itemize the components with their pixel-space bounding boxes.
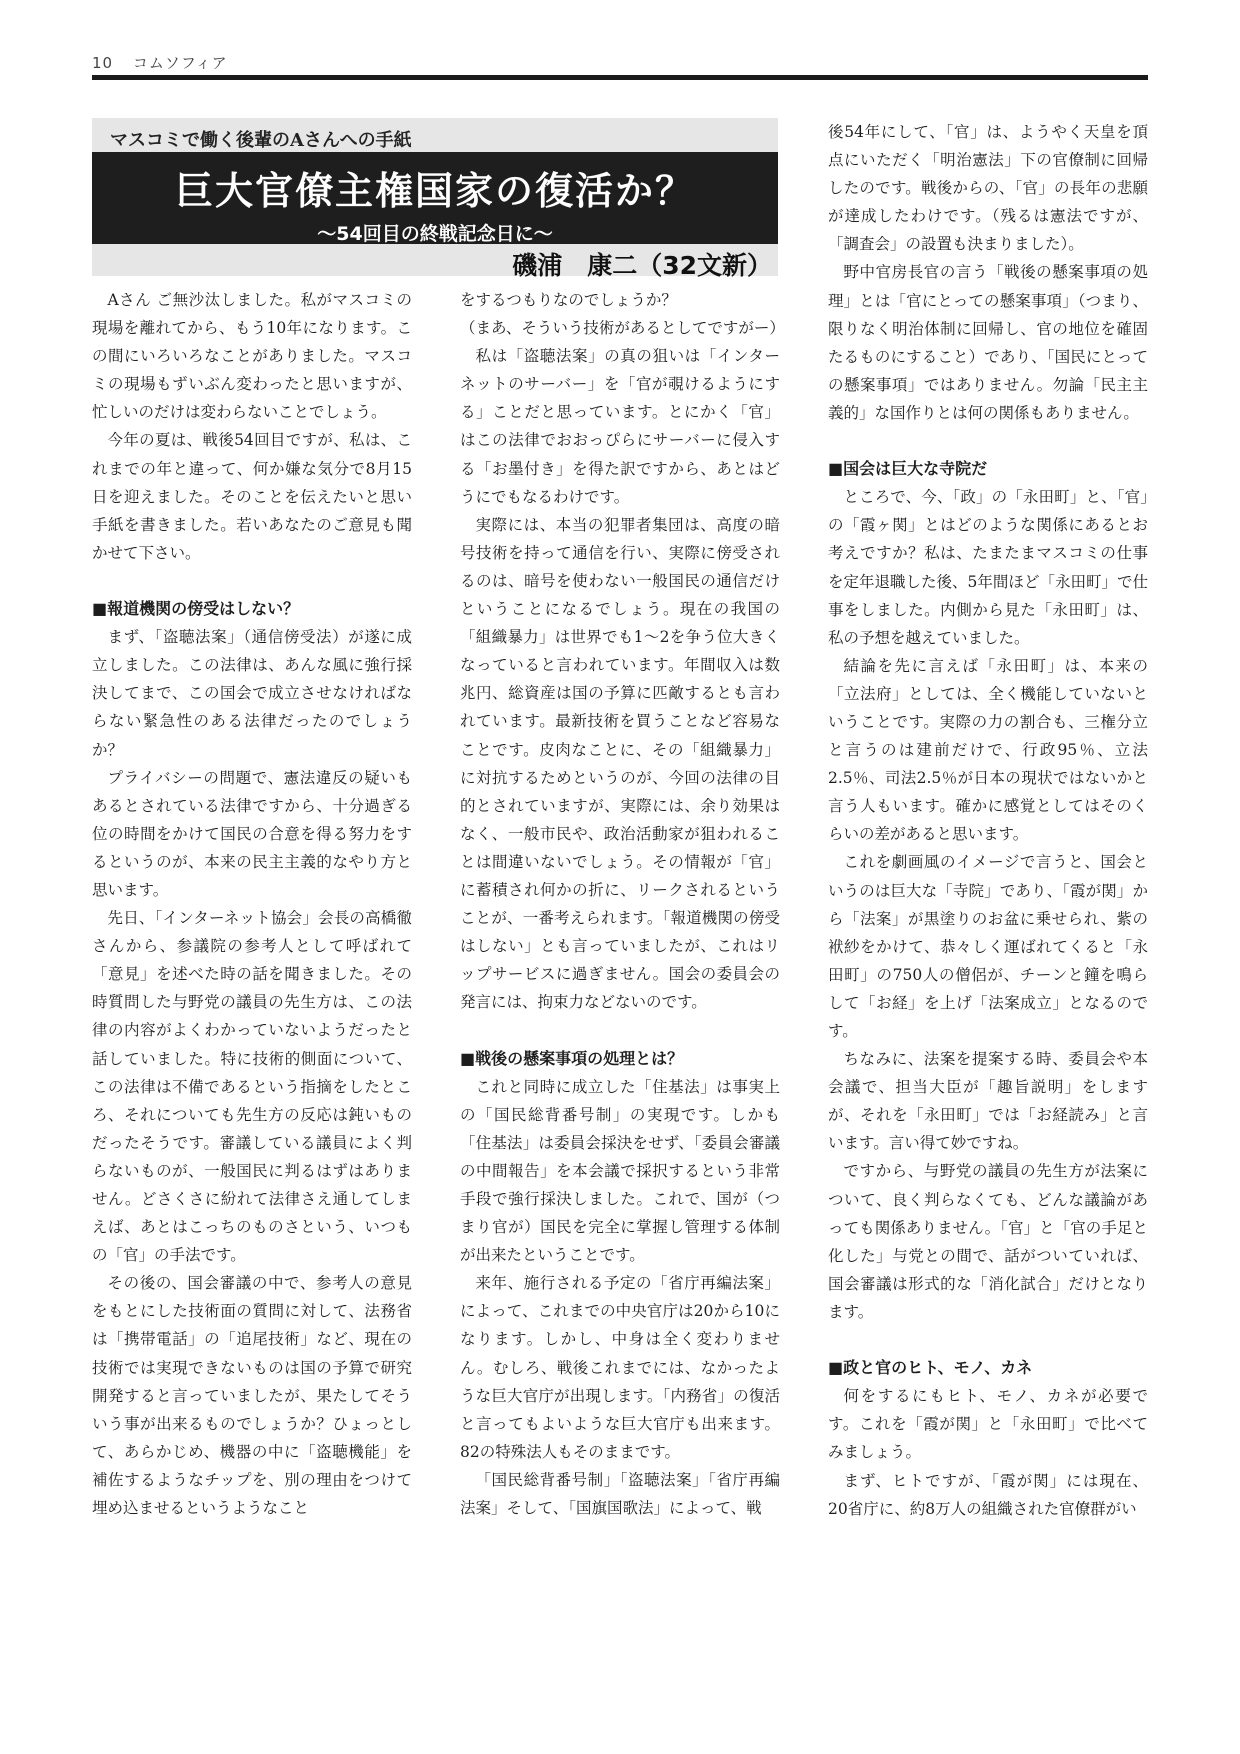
article-subtitle: ～54回目の終戦記念日に～ xyxy=(317,223,553,245)
column-2 xyxy=(460,286,785,1522)
section-heading: ■戦後の懸案事項の処理とは？ xyxy=(460,1048,684,1068)
paragraph: 今年の夏は、戦後54回目ですが、私は、これまでの年と違って、何か嫌な気分で8月15日を迎えました。そのことを伝えたいと思い手紙を書きました。若いあなたのご意見も聞かせて下さい。 xyxy=(92,431,412,562)
magazine-name: コムソフィア xyxy=(132,54,228,72)
article-title-box xyxy=(92,118,778,280)
article-byline: 磯浦 康二（32文新） xyxy=(512,251,772,280)
paragraph: これと同時に成立した「住基法」は事実上の「国民総背番号制」の実現です。しかも「住基法」は委員会採決をせず、「委員会審議の中間報告」を本会議で採択するという非常手段で強行採決しました。これで、国が（つまり官が）国民を完全に掌握し管理する体制が出来たということです。 xyxy=(460,1077,780,1265)
paragraph: （まあ、そういう技術があるとしてですがー） xyxy=(460,319,785,338)
paragraph: 野中官房長官の言う「戦後の懸案事項の処理」とは「官にとっての懸案事項」（つまり、限りなく明治体制に回帰し、官の地位を確固たるものにすること）であり、「国民にとっての懸案事項」ではありません。勿論「民主主義的」な国作りとは何の関係もありません。 xyxy=(828,263,1148,422)
column-1 xyxy=(92,286,412,1522)
section-heading: ■国会は巨大な寺院だ xyxy=(828,459,988,479)
paragraph: 結論を先に言えば「永田町」は、本来の「立法府」としては、全く機能していないということです。実際の力の割合も、三権分立と言うのは建前だけで、行政95％、立法2.5％、司法2.5％が日本の現状ではないかと言う人もいます。確かに感覚としてはそのくらいの差があると思います。 xyxy=(828,656,1148,844)
page-header xyxy=(92,52,228,73)
article-kicker: マスコミで働く後輩のAさんへの手紙 xyxy=(110,130,412,151)
paragraph: その後の、国会審議の中で、参考人の意見をもとにした技術面の質問に対して、法務省は「携帯電話」の「追尾技術」など、現在の技術では実現できないものは国の予算で研究開発すると言っていましたが、果たしてそういう事が出来るものでしょうか？ひょっとして、あらかじめ、機器の中に「盗聴機能」を補佐するようなチップを、別の理由をつけて埋め込ませるというようなこと xyxy=(92,1274,412,1518)
paragraph: 何をするにもヒト、モノ、カネが必要です。これを「霞が関」と「永田町」で比べてみましょう。 xyxy=(828,1387,1148,1462)
paragraph: 「国民総背番号制」「盗聴法案」「省庁再編法案」そして、「国旗国歌法」によって、戦 xyxy=(460,1470,780,1518)
section-heading: ■政と官のヒト、モノ、カネ xyxy=(828,1358,1033,1378)
paragraph: これを劇画風のイメージで言うと、国会というのは巨大な「寺院」であり、「霞が関」から「法案」が黒塗りのお盆に乗せられ、紫の袱紗をかけて、恭々しく運ばれてくると「永田町」の750人の僧侶が、チーンと鐘を鳴らして「お経」を上げ「法案成立」となるのです。 xyxy=(828,853,1148,1040)
paragraph: プライバシーの問題で、憲法違反の疑いもあるとされている法律ですから、十分過ぎる位の時間をかけて国民の合意を得る努力をするというのが、本来の民主主義的なやり方と思います。 xyxy=(92,768,412,899)
paragraph: まず、「盗聴法案」（通信傍受法）が遂に成立しました。この法律は、あんな風に強行採決してまで、この国会で成立させなければならない緊急性のある法律だったのでしょうか？ xyxy=(92,628,412,759)
paragraph: 先日、「インターネット協会」会長の高橋徹さんから、参議院の参考人として呼ばれて「意見」を述べた時の話を聞きました。その時質問した与野党の議員の先生方は、この法律の内容がよくわかっていないようだったと話していました。特に技術的側面について、この法律は不備であるという指摘をしたところ、それについても先生方の反応は鈍いものだったそうです。審議している議員によく判らないものが、一般国民に判るはずはありません。どさくさに紛れて法律さえ通してしまえば、あとはこっちのものさという、いつもの「官」の手法です。 xyxy=(92,909,412,1265)
title-band xyxy=(92,152,778,244)
section-heading: ■報道機関の傍受はしない？ xyxy=(92,599,300,619)
paragraph: 私は「盗聴法案」の真の狙いは「インターネットのサーバー」を「官が覗けるようにする」ことだと思っています。とにかく「官」はこの法律でおおっぴらにサーバーに侵入する「お墨付き」を得た訳ですから、あとはどうにでもなるわけです。 xyxy=(460,347,780,506)
paragraph: ですから、与野党の議員の先生方が法案について、良く判らなくても、どんな議論があっても関係ありません。「官」と「官の手足と化した」与党との間で、話がついていれば、国会審議は形式的な「消化試合」だけとなります。 xyxy=(828,1162,1148,1321)
paragraph: 来年、施行される予定の「省庁再編法案」によって、これまでの中央官庁は20から10になります。しかし、中身は全く変わりません。むしろ、戦後これまでには、なかったような巨大官庁が出現します。「内務省」の復活と言ってもよいような巨大官庁も出来ます。82の特殊法人もそのままです。 xyxy=(460,1274,780,1461)
paragraph: をするつもりなのでしょうか？ xyxy=(460,291,677,309)
paragraph: Aさん ご無沙汰しました。私がマスコミの現場を離れてから、もう10年になります。この間にいろいろなことがありました。マスコミの現場もずいぶん変わったと思いますが、忙しいのだけは変わらないことでしょう。 xyxy=(92,291,412,422)
column-3 xyxy=(828,118,1148,1523)
paragraph: ところで、今、「政」の「永田町」と、「官」の「霞ヶ関」とはどのような関係にあるとお考えですか？私は、たまたまマスコミの仕事を定年退職した後、5年間ほど「永田町」で仕事をしました。内側から見た「永田町」は、私の予想を越えていました。 xyxy=(828,488,1148,647)
paragraph: 実際には、本当の犯罪者集団は、高度の暗号技術を持って通信を行い、実際に傍受されるのは、暗号を使わない一般国民の通信だけということになるでしょう。現在の我国の「組織暴力」は世界でも1～2を争う位大きくなっていると言われています。年間収入は数兆円、総資産は国の予算に匹敵するとも言われています。最新技術を買うことなど容易なことです。皮肉なことに、その「組織暴力」に対抗するためというのが、今回の法律の目的とされていますが、実際には、余り効果はなく、一般市民や、政治活動家が狙われることは間違いないでしょう。その情報が「官」に蓄積され何かの折に、リークされるということが、一番考えられます。「報道機関の傍受はしない」とも言っていましたが、これはリップサービスに過ぎません。国会の委員会の発言には、拘束力などないのです。 xyxy=(460,515,780,1012)
paragraph: ちなみに、法案を提案する時、委員会や本会議で、担当大臣が「趣旨説明」をしますが、それを「永田町」では「お経読み」と言います。言い得て妙ですね。 xyxy=(828,1050,1148,1153)
paragraph: 後54年にして、「官」は、ようやく天皇を頂点にいただく「明治憲法」下の官僚制に回帰したのです。戦後からの、「官」の長年の悲願が達成したわけです。（残るは憲法ですが、「調査会」の設置も決まりました）。 xyxy=(828,123,1148,254)
page-number: 10 xyxy=(92,54,114,72)
paragraph: まず、ヒトですが、「霞が関」には現在、20省庁に、約8万人の組織された官僚群がい xyxy=(828,1471,1148,1518)
header-rule xyxy=(92,75,1148,80)
article-title: 巨大官僚主権国家の復活か？ xyxy=(174,169,695,213)
